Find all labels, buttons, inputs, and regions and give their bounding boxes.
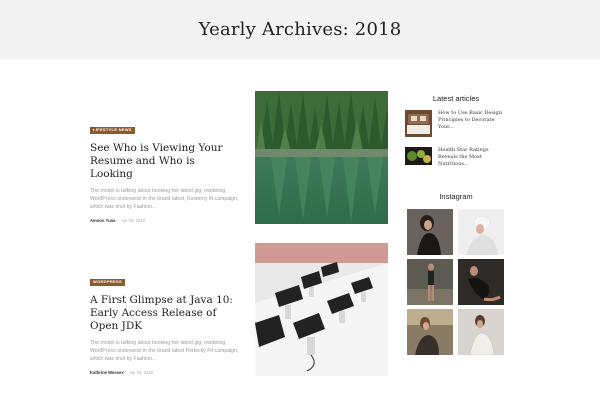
category-badge[interactable]: LIFESTYLE NEWS (90, 127, 135, 135)
latest-article-item[interactable] (405, 147, 507, 168)
instagram-photo[interactable] (407, 259, 453, 305)
instagram-widget (405, 192, 507, 355)
instagram-photo[interactable] (407, 209, 453, 255)
category-badge[interactable]: WORDPRESS (90, 279, 125, 287)
forest-lake-image (255, 91, 388, 224)
instagram-photo[interactable] (458, 259, 504, 305)
post-title-link[interactable]: See Who is Viewing Your Resume and Who is Looking (90, 142, 223, 180)
instagram-photo-image (458, 259, 504, 305)
instagram-photo-image (407, 309, 453, 355)
post-excerpt: The model is talking about booking her latest gig, modeling WordPress underwear in the brand latest, Kosterny fit campaign, which was shot by Fashion... (90, 188, 239, 210)
author-link[interactable]: Kathrine Wessex (90, 370, 124, 375)
instagram-photo-image (458, 209, 504, 255)
latest-article-thumb-bedroom[interactable] (405, 110, 432, 137)
post-date: Apr 03, 2018 (120, 218, 145, 223)
instagram-photo-image (458, 309, 504, 355)
post-card (90, 270, 240, 375)
instagram-grid (407, 209, 507, 355)
instagram-photo[interactable] (407, 309, 453, 355)
post-thumbnail-phone-display[interactable] (255, 243, 388, 376)
widget-title: Instagram (439, 192, 473, 201)
latest-article-title[interactable]: Health Star Ratings Reveals the Most Nutritious... (438, 147, 489, 167)
post-date: Apr 03, 2018 (129, 370, 154, 375)
latest-article-title[interactable]: How to Use Basic Design Principles to Decorate Your... (438, 110, 502, 130)
post-title-link[interactable]: A First Glimpse at Java 10: Early Access Release of Open JDK (90, 294, 233, 332)
author-link[interactable]: Amoon Yuna (90, 218, 116, 223)
latest-article-thumb-food[interactable] (405, 147, 432, 165)
instagram-photo-image (407, 209, 453, 255)
bedroom-image (405, 110, 432, 137)
post-meta: Kathrine Wessex - Apr 03, 2018 (90, 370, 154, 375)
archive-banner (0, 0, 600, 59)
post-card (90, 118, 240, 223)
widget-title: Latest articles (432, 94, 480, 103)
latest-articles-widget (405, 94, 507, 168)
instagram-photo-image (407, 259, 453, 305)
page-title: Yearly Archives: 2018 (198, 19, 402, 40)
instagram-photo[interactable] (458, 309, 504, 355)
post-excerpt: The model is talking about booking her latest gig, modeling WordPress underwear in the brand latest Perfectly Fit campaign, which was shot by Fashion... (90, 340, 239, 362)
instagram-photo[interactable] (458, 209, 504, 255)
phone-display-image (255, 243, 388, 376)
latest-article-item[interactable] (405, 110, 507, 137)
post-thumbnail-forest-lake[interactable] (255, 91, 388, 224)
food-image (405, 147, 432, 165)
post-meta: Amoon Yuna - Apr 03, 2018 (90, 218, 145, 223)
